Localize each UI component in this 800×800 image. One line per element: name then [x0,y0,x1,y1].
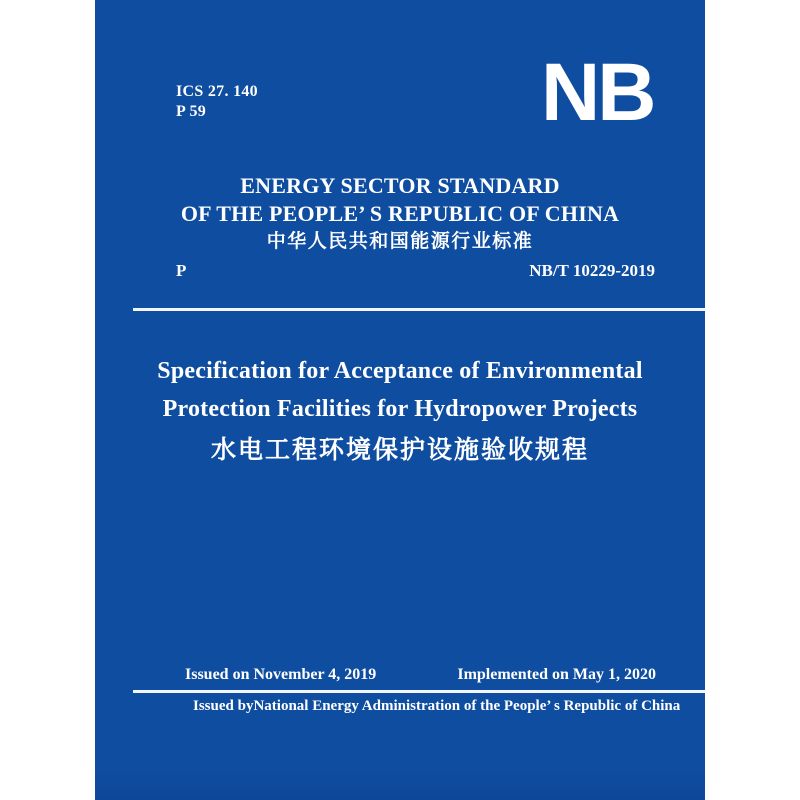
issued-by-value: National Energy Administration of the People’ s Republic of China [253,698,681,714]
doc-class-letter: P [176,261,187,280]
title-cn: 水电工程环境保护设施验收规程 [210,437,589,464]
standard-heading-cn: 中华人民共和国能源行业标准 [266,231,534,252]
standard-heading-en-line1: ENERGY SECTOR STANDARD [240,173,560,198]
classification-number-row [176,261,655,281]
ics-classification-block [176,82,258,122]
issued-by-row [193,698,681,715]
standard-number: NB/T 10229-2019 [529,261,655,280]
title-en-line2: Protection Facilities for Hydropower Projects [162,396,638,422]
implemented-on-date: Implemented on May 1, 2020 [457,666,656,683]
standard-cover [95,0,705,800]
standard-heading-block [95,172,705,255]
ics-code: ICS 27. 140 [176,83,258,100]
issued-by-label: Issued by [193,698,254,714]
top-divider-rule [133,308,705,311]
issued-on-date: Issued on November 4, 2019 [185,666,377,683]
document-title-block [95,352,705,468]
bottom-divider-rule [133,690,705,693]
title-en-line1: Specification for Acceptance of Environmental [157,358,643,384]
p-classification: P 59 [176,103,207,120]
nb-logo: NB [541,47,654,138]
standard-heading-en-line2: OF THE PEOPLE’ S REPUBLIC OF CHINA [180,201,620,226]
dates-row [185,666,656,684]
